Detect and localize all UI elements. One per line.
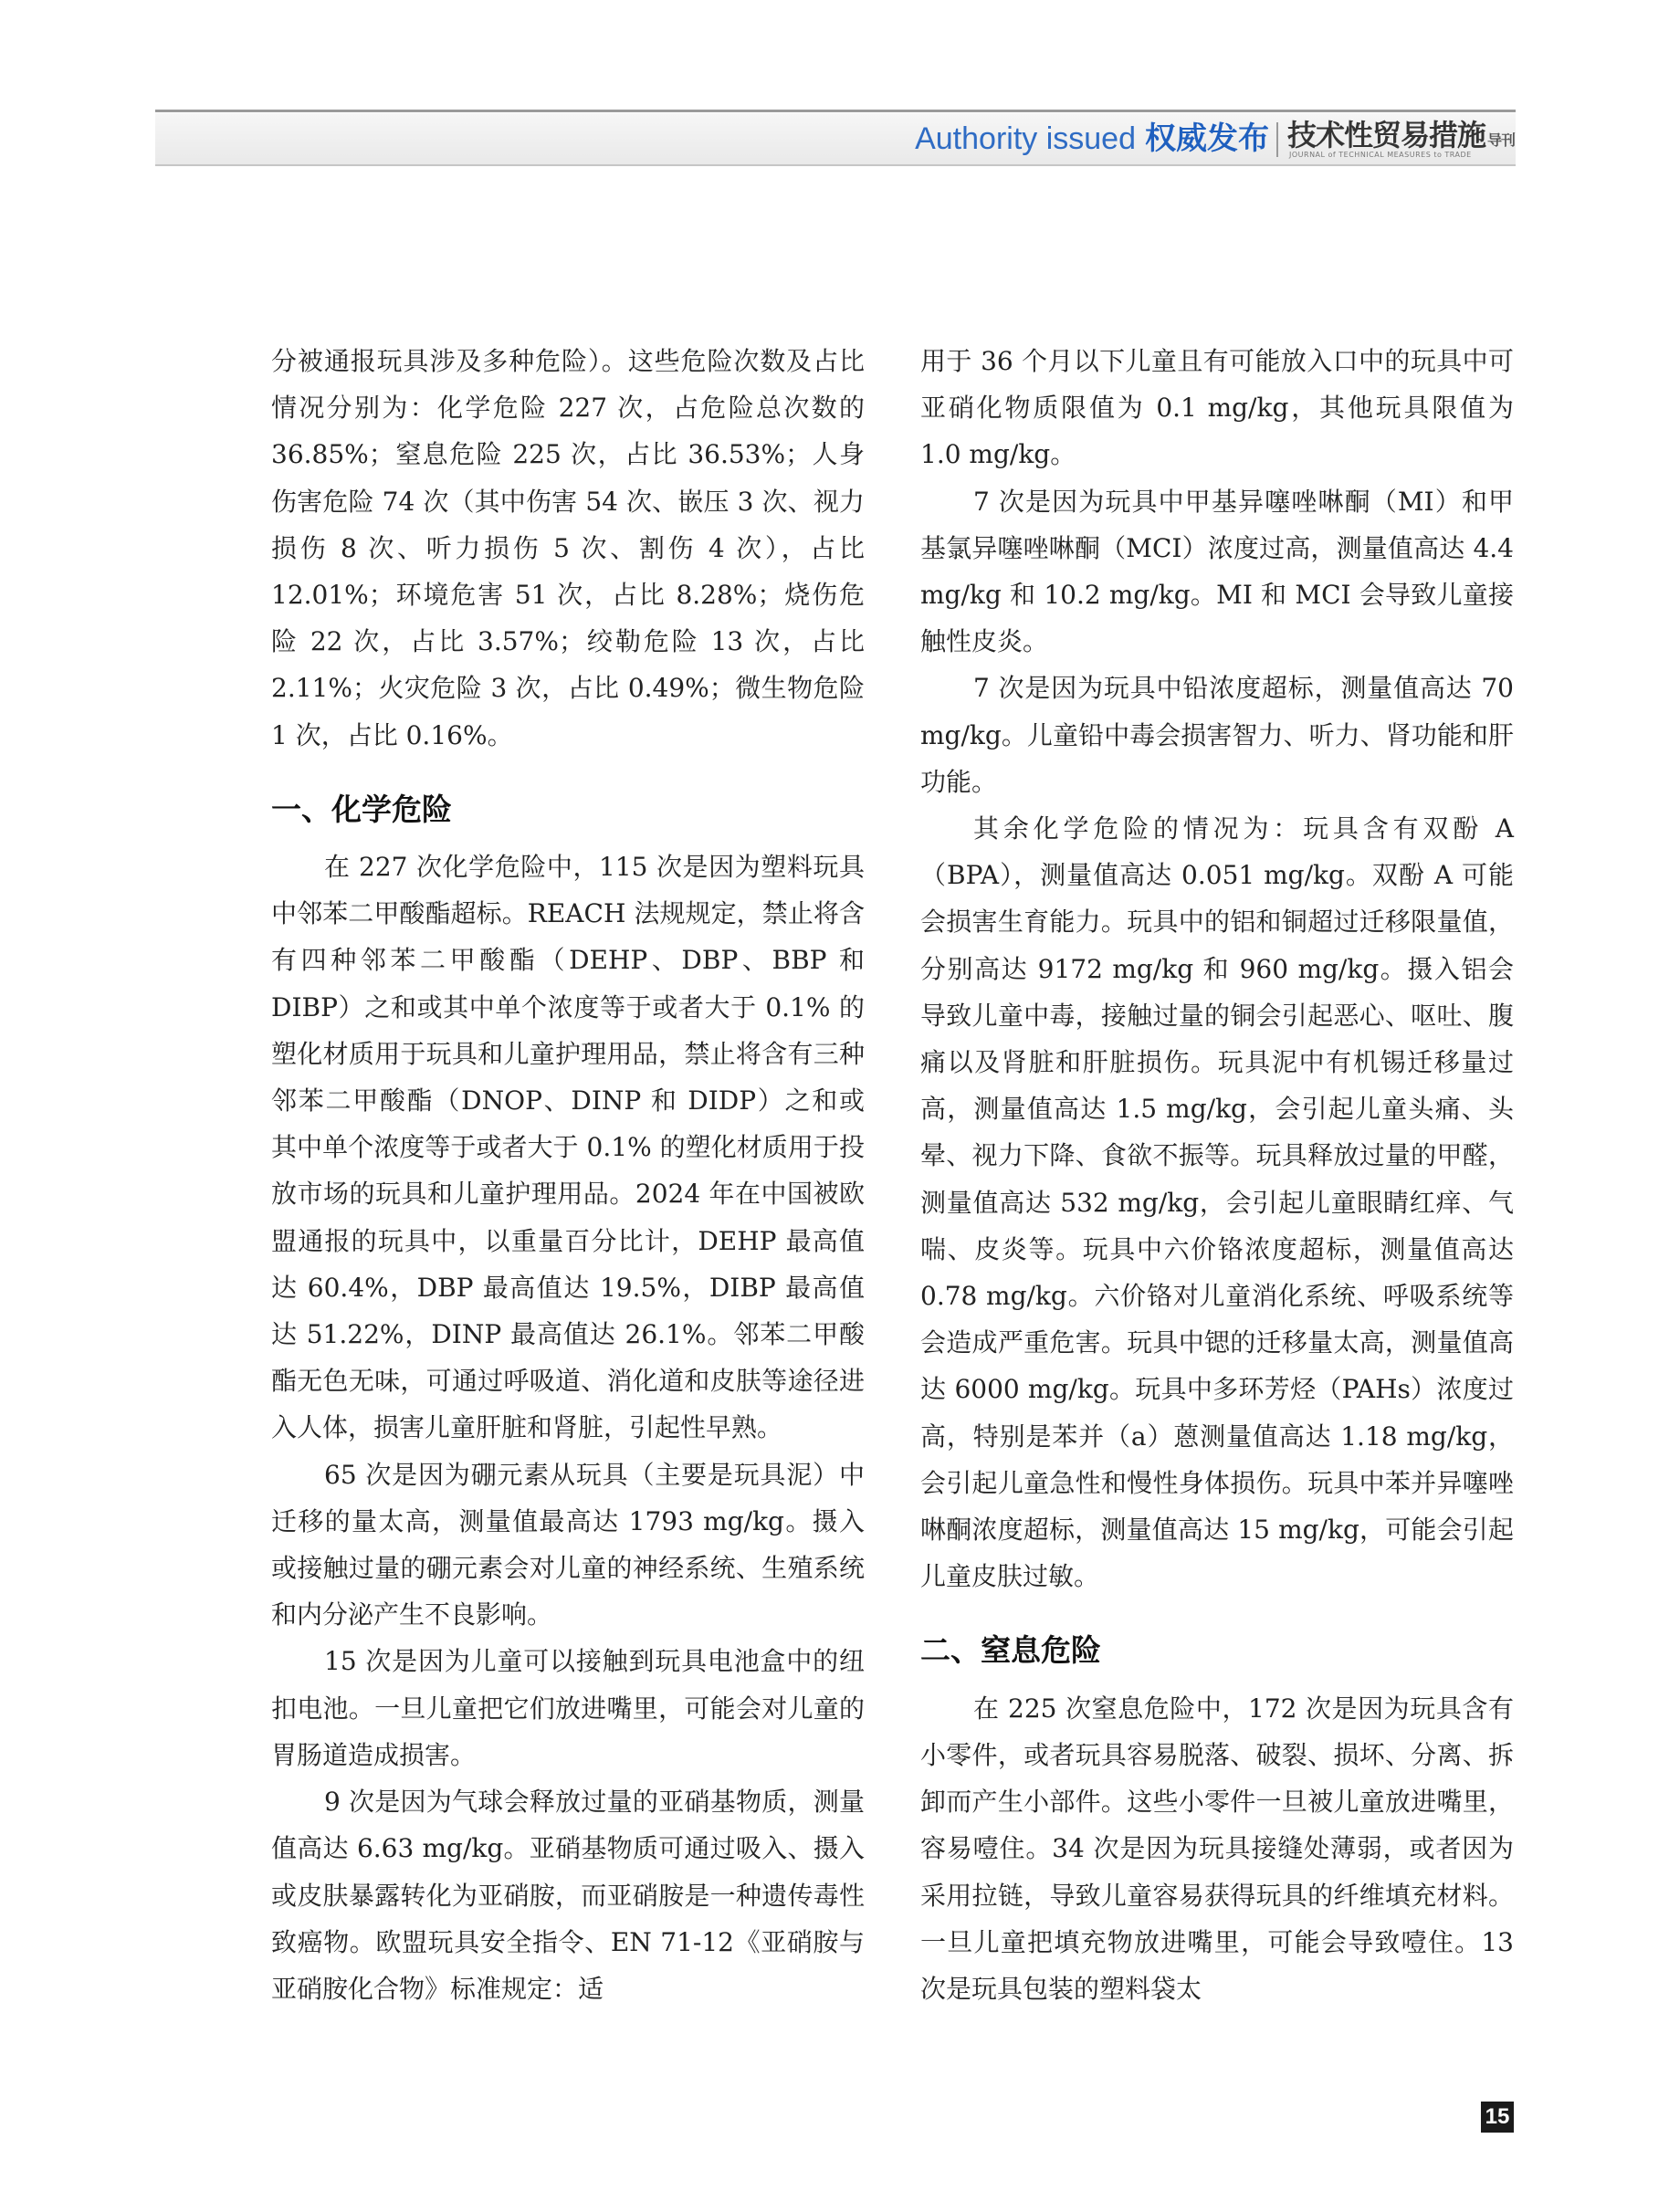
section-title-cn: 权威发布 (1145, 121, 1269, 156)
intro-paragraph: 分被通报玩具涉及多种危险）。这些危险次数及占比情况分别为：化学危险 227 次，占危险总次数的 36.85%；窒息危险 225 次，占比 36.53%；人身伤害危险 74 次（其中伤害 54 次、嵌压 3 次、视力损伤 8 次、听力损伤 5 次、割伤 4 次），占比 12.01%；环境危害 51 次，占比 8.28%；烧伤危险 22 次，占比 3.57%；绞勒危险 13 次，占比 2.11%；火灾危险 3 次，占比 0.49%；微生物危险 1 次，占比 0.16%。 (271, 346, 865, 750)
journal-logo (1287, 119, 1517, 162)
journal-subtitle: JOURNAL of TECHNICAL MEASURES to TRADE (1289, 151, 1472, 159)
paragraph-nitrosamine-continued: 用于 36 个月以下儿童且有可能放入口中的玩具中可亚硝化物质限值为 0.1 mg/kg，其他玩具限值为 1.0 mg/kg。 (920, 346, 1514, 470)
page-number: 15 (1481, 2102, 1514, 2133)
paragraph-mi-mci: 7 次是因为玩具中甲基异噻唑啉酮（MI）和甲基氯异噻唑啉酮（MCI）浓度过高，测量值高达 4.4 mg/kg 和 10.2 mg/kg。MI 和 MCI 会导致儿童接触性皮炎。 (920, 486, 1514, 657)
header-divider (1276, 122, 1278, 157)
paragraph-button-battery: 15 次是因为儿童可以接触到玩具电池盒中的纽扣电池。一旦儿童把它们放进嘴里，可能会对儿童的胃肠道造成损害。 (271, 1646, 865, 1770)
section-heading-choking: 二、窒息危险 (920, 1632, 1101, 1669)
right-column (920, 338, 1514, 2012)
section-heading-chemical: 一、化学危险 (271, 791, 452, 827)
journal-suffix: 导刊 (1487, 131, 1516, 149)
left-column (271, 338, 865, 2012)
paragraph-choking: 在 225 次窒息危险中，172 次是因为玩具含有小零件，或者玩具容易脱落、破裂、损坏、分离、拆卸而产生小部件。这些小零件一旦被儿童放进嘴里，容易噎住。34 次是因为玩具接缝处薄弱，或者因为采用拉链，导致儿童容易获得玩具的纤维填充材料。一旦儿童把填充物放进嘴里，可能会导致噎住。13 次是玩具包装的塑料袋太 (920, 1693, 1514, 2004)
paragraph-phthalates: 在 227 次化学危险中，115 次是因为塑料玩具中邻苯二甲酸酯超标。REACH 法规规定，禁止将含有四种邻苯二甲酸酯（DEHP、DBP、BBP 和 DIBP）之和或其中单个浓度等于或者大于 0.1% 的塑化材质用于玩具和儿童护理用品，禁止将含有三种邻苯二甲酸酯（DNOP、DINP 和 DIDP）之和或其中单个浓度等于或者大于 0.1% 的塑化材质用于投放市场的玩具和儿童护理用品。2024 年在中国被欧盟通报的玩具中，以重量百分比计，DEHP 最高值达 60.4%，DBP 最高值达 19.5%，DIBP 最高值达 51.22%，DINP 最高值达 26.1%。邻苯二甲酸酯无色无味，可通过呼吸道、消化道和皮肤等途径进入人体，损害儿童肝脏和肾脏，引起性早熟。 (271, 852, 865, 1443)
journal-name: 技术性贸易措施 (1287, 118, 1486, 152)
paragraph-other-chemicals: 其余化学危险的情况为：玩具含有双酚 A（BPA），测量值高达 0.051 mg/kg。双酚 A 可能会损害生育能力。玩具中的铝和铜超过迁移限量值，分别高达 9172 mg/kg 和 960 mg/kg。摄入铝会导致儿童中毒，接触过量的铜会引起恶心、呕吐、腹痛以及肾脏和肝脏损伤。玩具泥中有机锡迁移量过高，测量值高达 1.5 mg/kg，会引起儿童头痛、头晕、视力下降、食欲不振等。玩具释放过量的甲醛，测量值高达 532 mg/kg，会引起儿童眼睛红痒、气喘、皮炎等。玩具中六价铬浓度超标，测量值高达 0.78 mg/kg。六价铬对儿童消化系统、呼吸系统等会造成严重危害。玩具中锶的迁移量太高，测量值高达 6000 mg/kg。玩具中多环芳烃（PAHs）浓度过高，特别是苯并（a）蒽测量值高达 1.18 mg/kg，会引起儿童急性和慢性身体损伤。玩具中苯并异噻唑啉酮浓度超标，测量值高达 15 mg/kg，可能会引起儿童皮肤过敏。 (920, 813, 1514, 1592)
header-top-rule (155, 110, 1516, 112)
header-bottom-rule (155, 164, 1516, 166)
paragraph-lead: 7 次是因为玩具中铅浓度超标，测量值高达 70 mg/kg。儿童铅中毒会损害智力、听力、肾功能和肝功能。 (920, 673, 1514, 797)
paragraph-boron: 65 次是因为硼元素从玩具（主要是玩具泥）中迁移的量太高，测量值最高达 1793 mg/kg。摄入或接触过量的硼元素会对儿童的神经系统、生殖系统和内分泌产生不良影响。 (271, 1459, 865, 1630)
section-title (915, 118, 1269, 160)
paragraph-balloon-nitrosamine: 9 次是因为气球会释放过量的亚硝基物质，测量值高达 6.63 mg/kg。亚硝基物质可通过吸入、摄入或皮肤暴露转化为亚硝胺，而亚硝胺是一种遗传毒性致癌物。欧盟玩具安全指令、EN 71-12《亚硝胺与亚硝胺化合物》标准规定：适 (271, 1787, 865, 2004)
section-title-en: Authority issued (915, 121, 1136, 156)
